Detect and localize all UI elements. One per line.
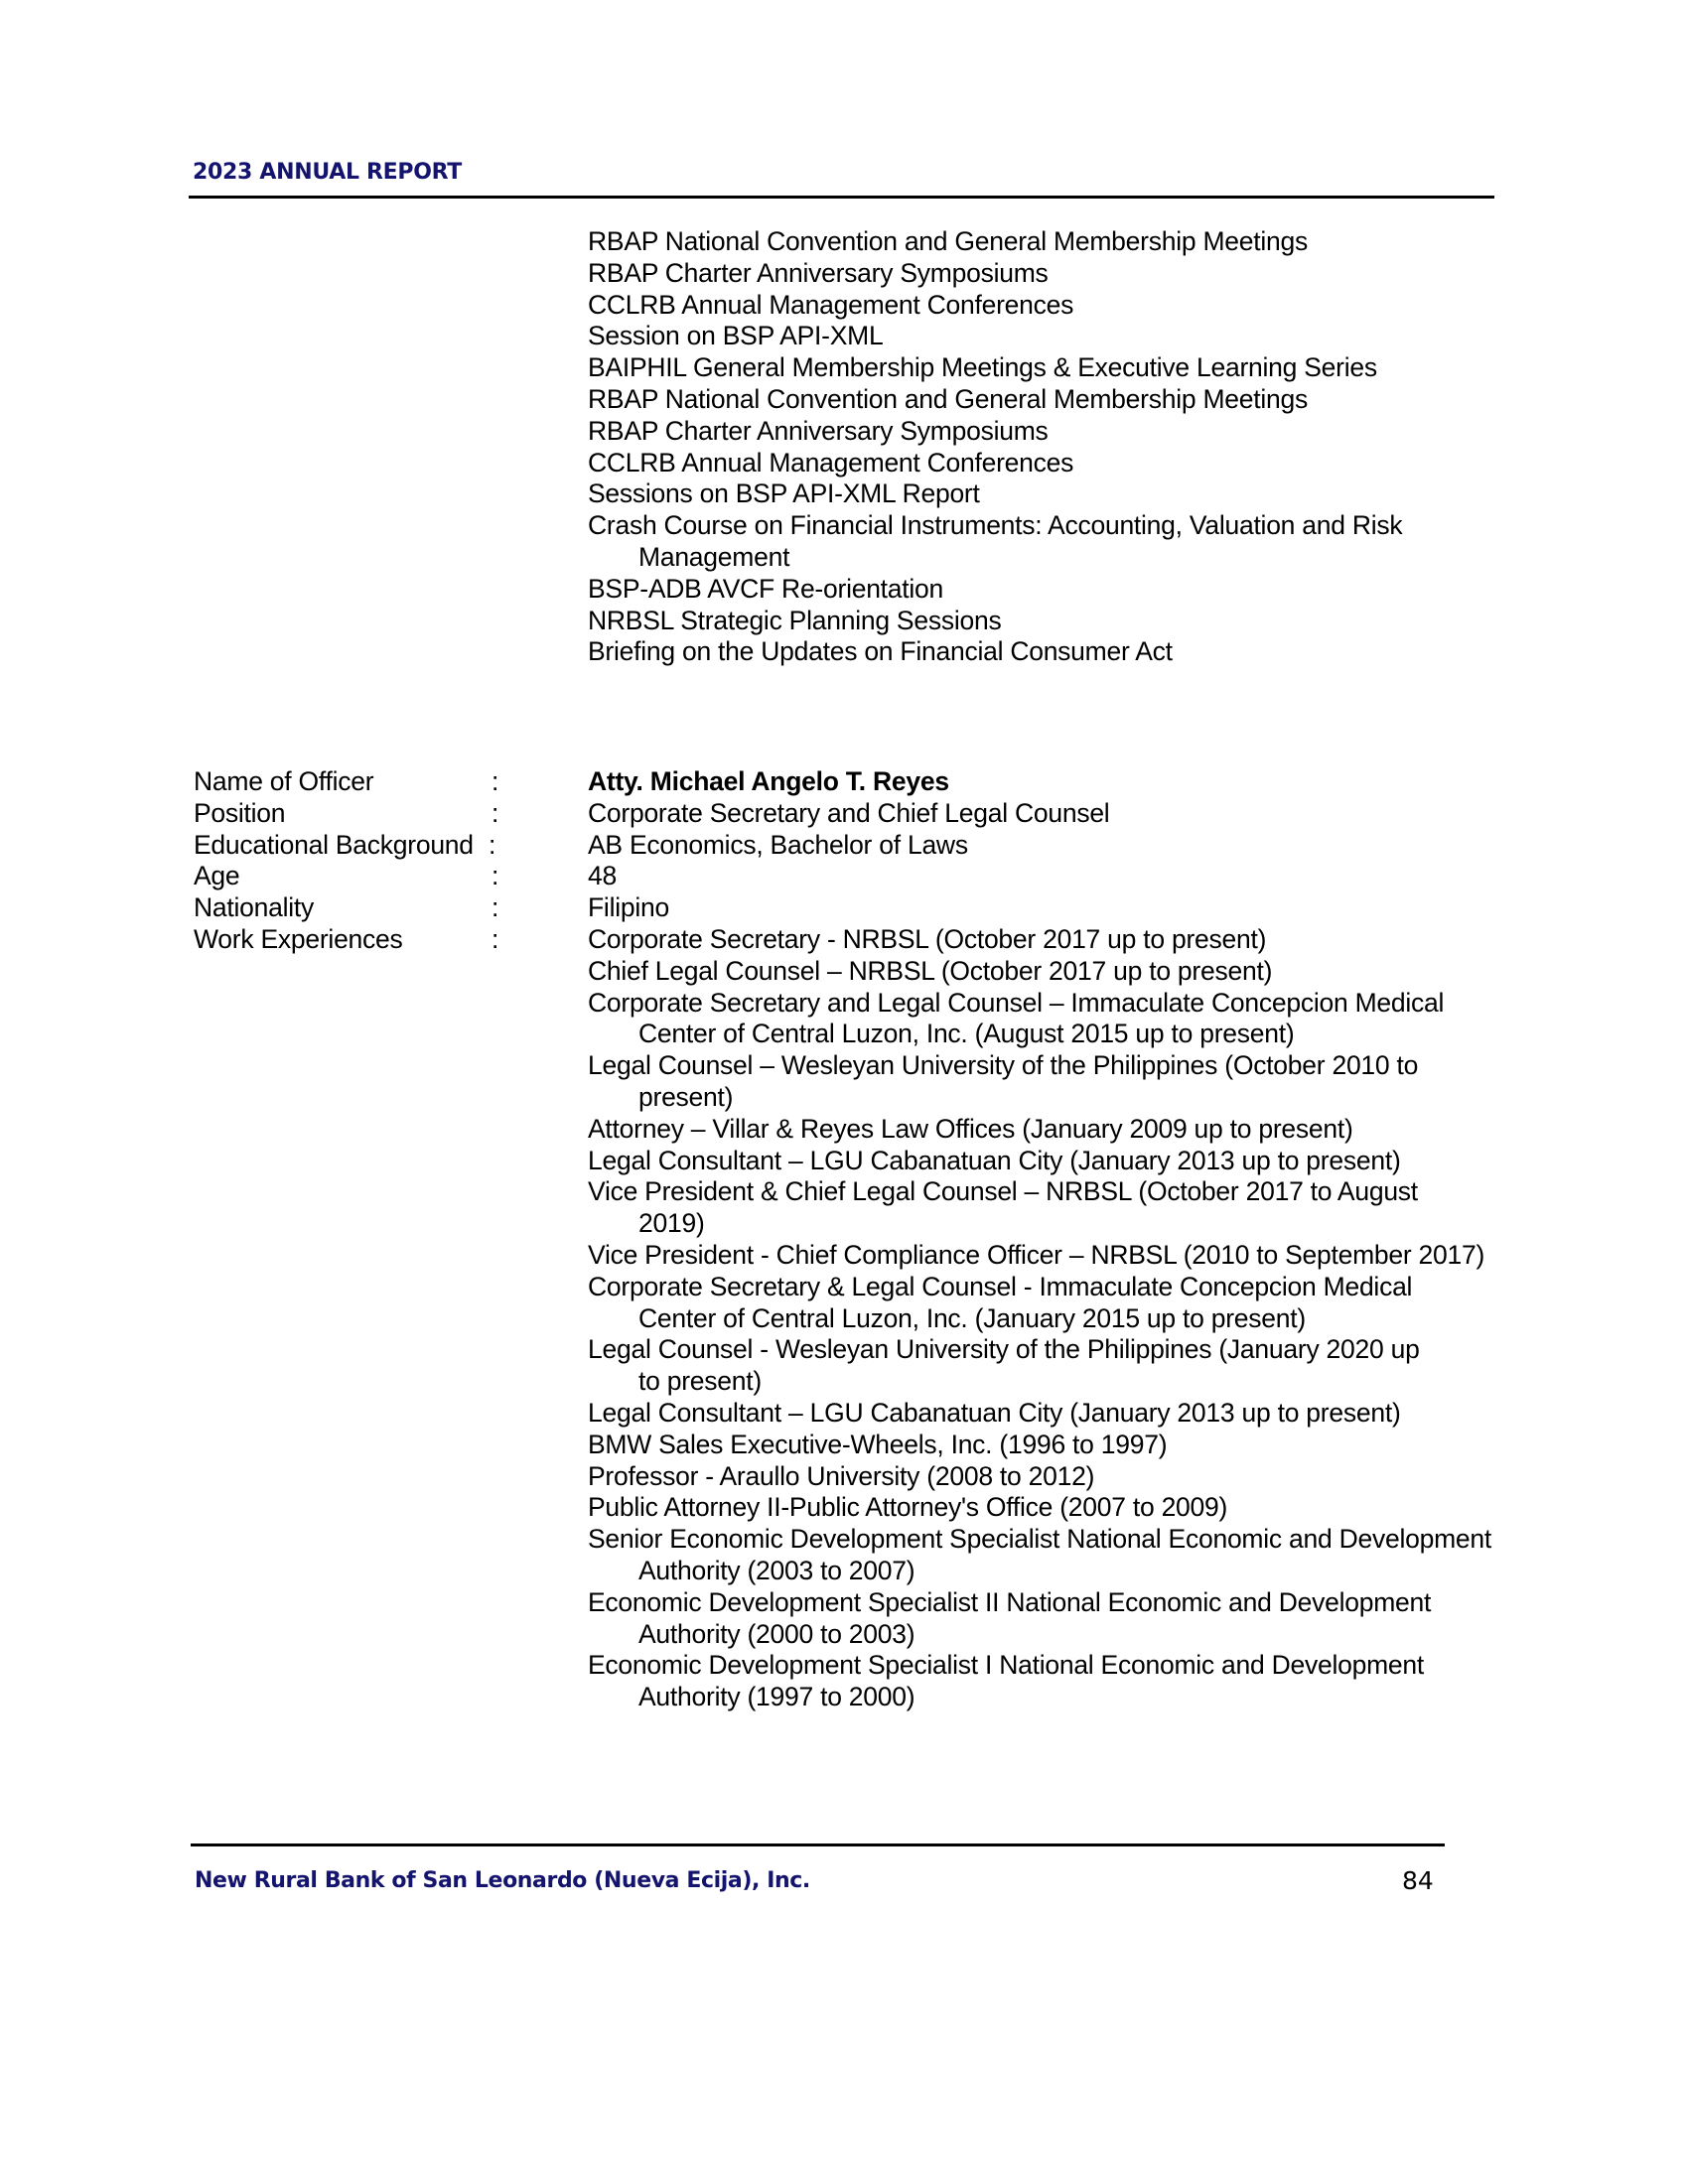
training-item [588,448,1402,479]
work-experience-item-text: Public Attorney II-Public Attorney's Office (2007 to 2009) [588,1492,1228,1523]
work-experience-item-continuation: to present) [638,1366,762,1397]
work-experience-item-continuation: Center of Central Luzon, Inc. (January 2015 up to present) [638,1302,1306,1333]
name-label: Name of Officer [194,766,374,796]
work-experience-item [588,1240,1491,1272]
training-item-text: RBAP National Convention and General Membership Meetings [588,383,1308,414]
work-experience-list [588,924,1491,1713]
officer-nationality: Filipino [588,892,669,923]
training-item [588,258,1402,290]
work-experience-item-text: Vice President - Chief Compliance Officer – NRBSL (2010 to September 2017) [588,1239,1485,1270]
work-label: Work Experiences [194,923,403,954]
footer-company-name: New Rural Bank of San Leonardo (Nueva Ecija), Inc. [195,1868,810,1893]
work-experience-item [588,1050,1491,1114]
work-experience-item [588,988,1491,1051]
work-experience-item-text: Corporate Secretary - NRBSL (October 2017 up to present) [588,923,1267,954]
training-item-text: BSP-ADB AVCF Re-orientation [588,573,944,604]
officer-name: Atty. Michael Angelo T. Reyes [588,766,949,796]
work-experience-item-text: Corporate Secretary & Legal Counsel - Immaculate Concepcion Medical [588,1271,1413,1301]
position-label: Position [194,797,286,828]
training-item-text: NRBSL Strategic Planning Sessions [588,605,1002,635]
officer-age: 48 [588,861,617,891]
training-item [588,321,1402,352]
training-item-text: Sessions on BSP API-XML Report [588,478,980,509]
work-experience-item [588,956,1491,988]
work-experience-item [588,1587,1491,1651]
training-item [588,510,1402,574]
work-experience-item [588,1114,1491,1146]
work-experience-item-text: Vice President & Chief Legal Counsel – NRBSL (October 2017 to August [588,1176,1418,1207]
nationality-colon: : [492,892,499,923]
name-colon: : [492,766,499,796]
work-experience-item-text: Legal Consultant – LGU Cabanatuan City (January 2013 up to present) [588,1145,1401,1175]
work-experience-item-text: Economic Development Specialist I National Economic and Development [588,1650,1424,1681]
work-experience-item-text: BMW Sales Executive-Wheels, Inc. (1996 to 1997) [588,1429,1168,1459]
work-experience-item-continuation: Authority (2000 to 2003) [638,1618,915,1649]
work-experience-item [588,1334,1491,1398]
work-experience-item-text: Senior Economic Development Specialist National Economic and Development [588,1524,1491,1555]
training-item-text: RBAP Charter Anniversary Symposiums [588,257,1049,288]
age-label: Age [194,861,240,891]
work-experience-item [588,1430,1491,1461]
training-item-text: BAIPHIL General Membership Meetings & Executive Learning Series [588,352,1377,383]
work-experience-item [588,1492,1491,1524]
header-divider [189,196,1494,199]
training-list [588,226,1402,668]
training-item [588,606,1402,637]
training-item [588,416,1402,448]
education-colon: : [489,829,496,860]
training-item [588,352,1402,384]
age-colon: : [492,861,499,891]
work-experience-item-continuation: Center of Central Luzon, Inc. (August 2015 up to present) [638,1019,1295,1049]
training-item [588,636,1402,668]
position-colon: : [492,797,499,828]
training-item-text: RBAP National Convention and General Membership Meetings [588,226,1308,256]
officer-education: AB Economics, Bachelor of Laws [588,829,968,860]
training-item-text: Briefing on the Updates on Financial Consumer Act [588,636,1173,667]
education-label: Educational Background [194,829,474,860]
work-experience-item [588,924,1491,956]
training-item [588,574,1402,606]
training-item [588,226,1402,258]
training-item-continuation: Management [638,541,790,572]
work-experience-item [588,1272,1491,1335]
work-experience-item [588,1524,1491,1587]
training-item-text: RBAP Charter Anniversary Symposiums [588,415,1049,446]
work-experience-item-continuation: Authority (2003 to 2007) [638,1555,915,1585]
work-experience-item-text: Legal Counsel - Wesleyan University of the Philippines (January 2020 up [588,1334,1420,1365]
work-experience-item-text: Legal Counsel – Wesleyan University of the Philippines (October 2010 to [588,1050,1419,1081]
work-experience-item-text: Legal Consultant – LGU Cabanatuan City (January 2013 up to present) [588,1397,1401,1428]
work-experience-item [588,1146,1491,1177]
nationality-label: Nationality [194,892,314,923]
work-experience-item [588,1461,1491,1493]
training-item [588,384,1402,416]
training-item-text: CCLRB Annual Management Conferences [588,447,1074,478]
work-experience-item-text: Professor - Araullo University (2008 to 2012) [588,1460,1095,1491]
work-experience-item-text: Chief Legal Counsel – NRBSL (October 2017 up to present) [588,955,1273,986]
work-experience-item-continuation: present) [638,1081,734,1112]
work-experience-item-text: Economic Development Specialist II National Economic and Development [588,1586,1432,1617]
work-experience-item-continuation: Authority (1997 to 2000) [638,1682,915,1712]
work-experience-item-text: Corporate Secretary and Legal Counsel – Immaculate Concepcion Medical [588,987,1445,1018]
work-experience-item-continuation: 2019) [638,1208,705,1239]
report-header-title: 2023 ANNUAL REPORT [193,160,462,185]
training-item [588,478,1402,510]
page-number: 84 [1402,1866,1434,1895]
work-experience-item-text: Attorney – Villar & Reyes Law Offices (January 2009 up to present) [588,1113,1353,1144]
work-colon: : [492,923,499,954]
footer-divider [191,1843,1445,1846]
training-item-text: Crash Course on Financial Instruments: Accounting, Valuation and Risk [588,510,1403,541]
training-item [588,290,1402,322]
work-experience-item [588,1650,1491,1713]
training-item-text: CCLRB Annual Management Conferences [588,289,1074,320]
officer-position: Corporate Secretary and Chief Legal Counsel [588,797,1110,828]
work-experience-item [588,1398,1491,1430]
training-item-text: Session on BSP API-XML [588,321,884,351]
work-experience-item [588,1176,1491,1240]
